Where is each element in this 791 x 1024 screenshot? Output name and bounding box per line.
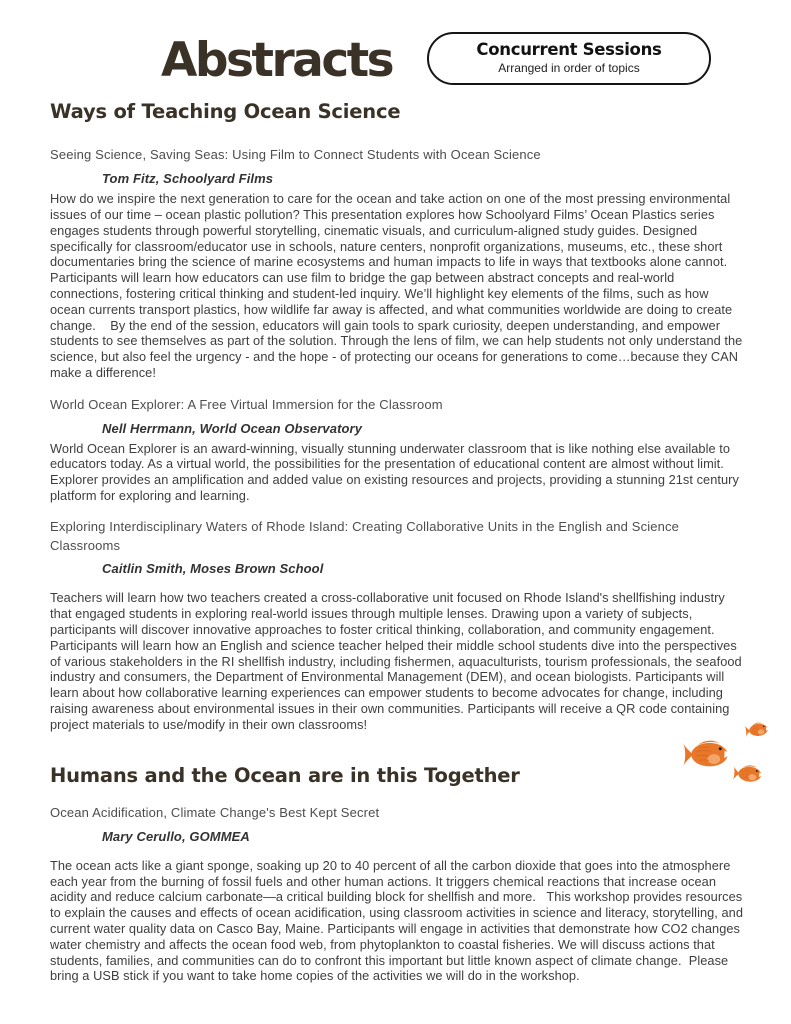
session-title: Seeing Science, Saving Seas: Using Film to Connect Students with Ocean Science — [50, 147, 541, 163]
badge-subtitle: Arranged in order of topics — [498, 61, 640, 76]
session-title: World Ocean Explorer: A Free Virtual Immersion for the Classroom — [50, 396, 443, 412]
section-heading-ways-of-teaching: Ways of Teaching Ocean Science — [50, 100, 401, 123]
session-abstract: World Ocean Explorer is an award-winning, visually stunning underwater classroom that is like nothing else available to educators today. As a virtual world, the possibilities for the presentation of educational content are almost without limit. Explorer provides an amplification and added value on existing resources and projects, providing a stunning 21st century platform for exploring and learning. — [50, 440, 743, 503]
session-speaker: Caitlin Smith, Moses Brown School — [102, 561, 324, 577]
session-title: Ocean Acidification, Climate Change's Best Kept Secret — [50, 804, 380, 820]
concurrent-sessions-badge — [427, 32, 711, 85]
session-block — [50, 396, 745, 504]
session-block — [50, 804, 745, 984]
session-speaker: Tom Fitz, Schoolyard Films — [102, 171, 274, 187]
session-abstract: How do we inspire the next generation to care for the ocean and take action on one of the most pressing environmental issues of our time – ocean plastic pollution? This presentation explores how Schoolyard Films’ Ocean Plastics series engages students through powerful storytelling, cinematic visuals, and curriculum-aligned study guides. Designed specifically for classroom/educator use in schools, nature centers, nonprofit organizations, museums, etc., these short documentaries bring the science of marine ecosystems and human impacts to life in ways that textbooks alone cannot. Participants will learn how educators can use film to bridge the gap between abstract concepts and real-world connections, fostering critical thinking and student-led inquiry. We’ll highlight key elements of the films, such as how ocean currents transport plastics, how wildlife far away is affected, and what communities worldwide are doing to create change. By the end of the session, educators will gain tools to spark curiosity, deepen understanding, and empower students to see themselves as part of the solution. Through the lens of film, we can help students not only understand the science, but also feel the urgency - and the hope - of protecting our oceans for generations to come…because they CAN make a difference! — [50, 191, 746, 380]
session-speaker: Nell Herrmann, World Ocean Observatory — [102, 420, 363, 436]
page-header — [50, 0, 745, 88]
session-block — [50, 146, 745, 380]
session-speaker: Mary Cerullo, GOMMEA — [102, 828, 250, 844]
session-title: Exploring Interdisciplinary Waters of Rhode Island: Creating Collaborative Units in the English and Science Classrooms — [50, 518, 680, 553]
page-title: Abstracts — [161, 33, 393, 88]
section-heading-humans-and-ocean: Humans and the Ocean are in this Together — [50, 763, 520, 787]
session-block — [50, 518, 745, 733]
badge-title: Concurrent Sessions — [476, 40, 662, 60]
session-abstract: The ocean acts like a giant sponge, soaking up 20 to 40 percent of all the carbon dioxide that goes into the atmosphere each year from the burning of fossil fuels and other human actions. It triggers chemical reactions that increase ocean acidity and reduce calcium carbonate—a critical building block for shellfish and more. This workshop provides resources to explain the causes and effects of ocean acidification, using classroom activities in science and literacy, storytelling, and current water quality data on Casco Bay, Maine. Participants will engage in activities that demonstrate how CO2 changes water chemistry and affects the ocean food web, from phytoplankton to coastal fisheries. We will discuss actions that students, families, and communities can do to confront this important but little known aspect of climate change. Please bring a USB stick if you want to take home copies of the activities we will do in the workshop. — [50, 857, 747, 984]
session-abstract: Teachers will learn how two teachers created a cross-collaborative unit focused on Rhode Island's shellfishing industry that engaged students in exploring real-world issues through multiple lenses. Drawing upon a variety of subjects, participants will discover innovative approaches to foster critical thinking, collaboration, and community engagement. Participants will learn how an English and science teacher helped their middle school students dive into the perspectives of various stakeholders in the RI shellfish industry, including fishermen, aquaculturists, tourism professionals, the seafood industry and consumers, the Department of Environmental Management (DEM), and ocean biologists. Participants will learn about how collaborative learning experiences can empower students to become advocates for change, including raising awareness about environmental issues in their own communities. Participants will receive a QR code containing project materials to use/modify in their own classrooms! — [50, 590, 746, 732]
